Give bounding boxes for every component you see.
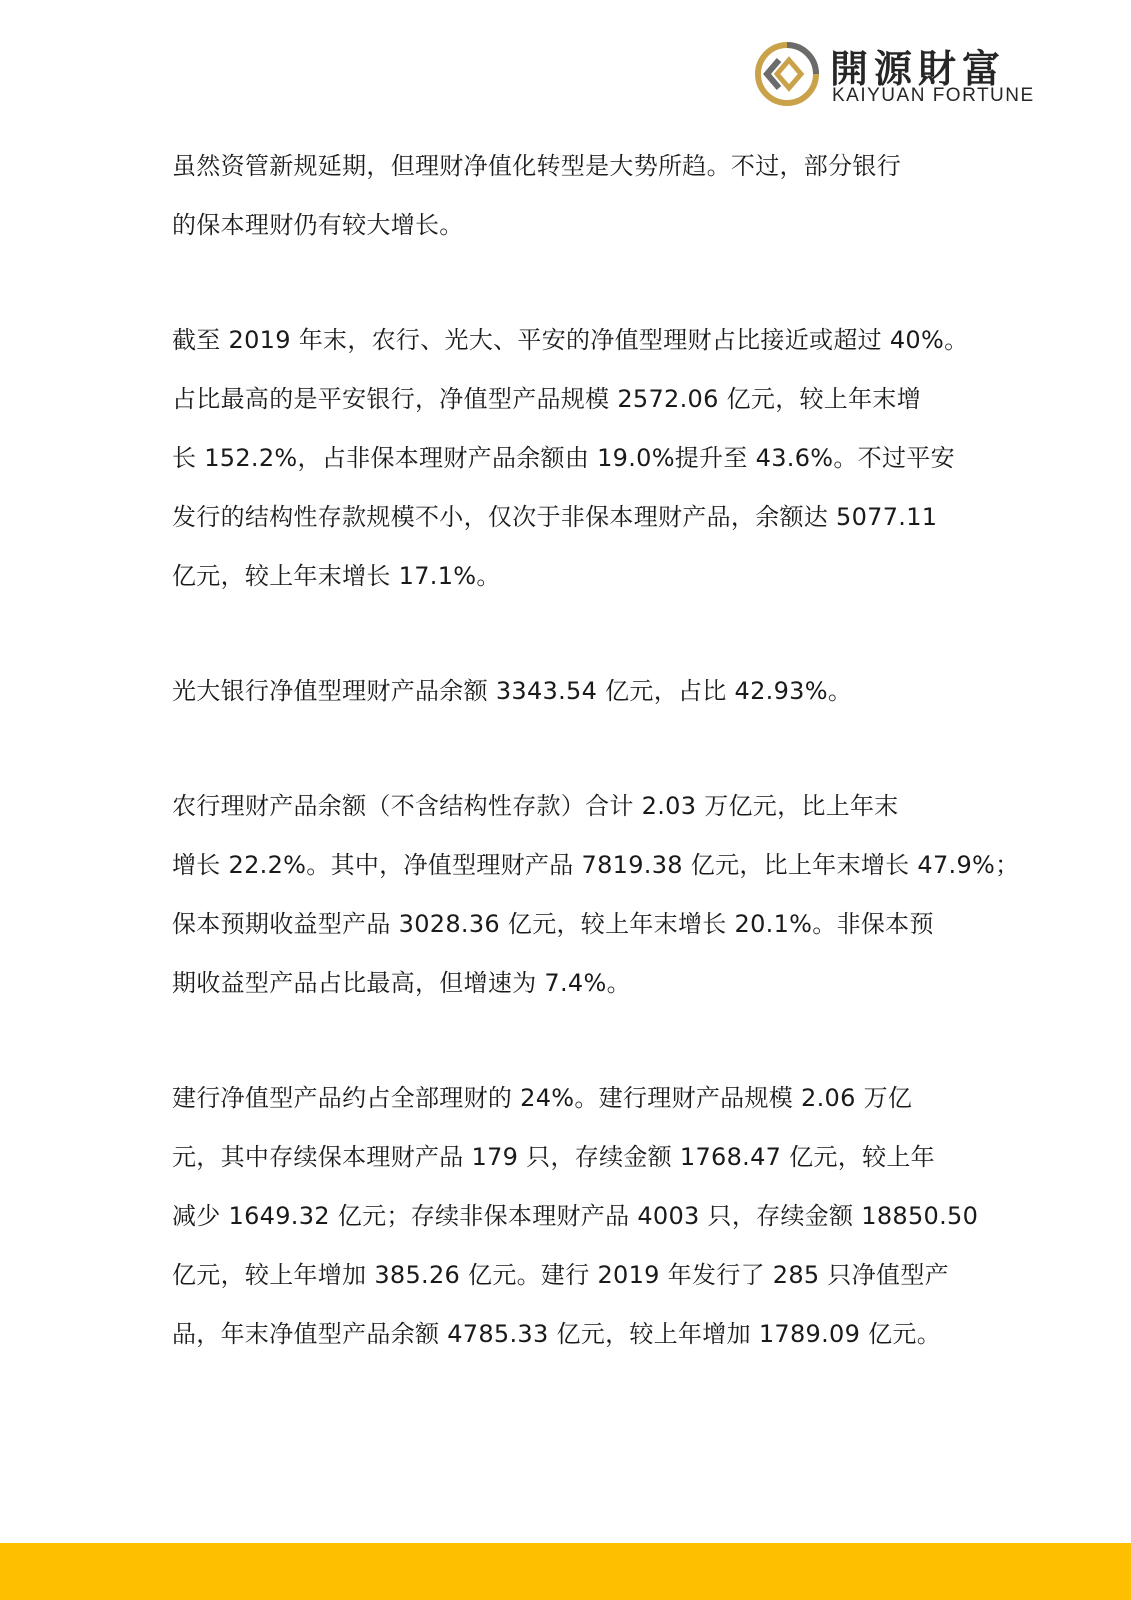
paragraph-abc bbox=[172, 777, 1020, 1013]
footer-color-bar bbox=[0, 1543, 1131, 1600]
text-line: 元，其中存续保本理财产品 179 只，存续金额 1768.47 亿元，较上年 bbox=[172, 1143, 935, 1171]
kaiyuan-logo-icon bbox=[755, 42, 819, 106]
text-line: 建行净值型产品约占全部理财的 24%。建行理财产品规模 2.06 万亿 bbox=[172, 1084, 913, 1112]
text-line: 的保本理财仍有较大增长。 bbox=[172, 211, 464, 239]
text-line: 截至 2019 年末，农行、光大、平安的净值型理财占比接近或超过 40%。 bbox=[172, 326, 969, 354]
text-line: 增长 22.2%。其中，净值型理财产品 7819.38 亿元，比上年末增长 47.9%； bbox=[172, 851, 1020, 879]
paragraph-everbright bbox=[172, 662, 972, 721]
text-line: 亿元，较上年末增长 17.1%。 bbox=[172, 562, 501, 590]
text-line: 农行理财产品余额（不含结构性存款）合计 2.03 万亿元，比上年末 bbox=[172, 792, 899, 820]
paragraph-net-value-ratio bbox=[172, 311, 972, 606]
document-body bbox=[172, 137, 1020, 1420]
text-line: 品，年末净值型产品余额 4785.33 亿元，较上年增加 1789.09 亿元。 bbox=[172, 1320, 942, 1348]
company-logo bbox=[755, 40, 1055, 110]
text-line: 发行的结构性存款规模不小，仅次于非保本理财产品，余额达 5077.11 bbox=[172, 503, 938, 531]
text-line: 光大银行净值型理财产品余额 3343.54 亿元，占比 42.93%。 bbox=[172, 677, 853, 705]
text-line: 占比最高的是平安银行，净值型产品规模 2572.06 亿元，较上年末增 bbox=[172, 385, 922, 413]
logo-english-name: KAIYUAN FORTUNE bbox=[832, 85, 1035, 106]
paragraph-ccb bbox=[172, 1069, 979, 1364]
text-line: 长 152.2%，占非保本理财产品余额由 19.0%提升至 43.6%。不过平安 bbox=[172, 444, 955, 472]
text-line: 减少 1649.32 亿元；存续非保本理财产品 4003 只，存续金额 18850.50 bbox=[172, 1202, 979, 1230]
logo-chinese-name: 開源財富 bbox=[830, 47, 1007, 91]
text-line: 亿元，较上年增加 385.26 亿元。建行 2019 年发行了 285 只净值型产 bbox=[172, 1261, 949, 1289]
text-line: 虽然资管新规延期，但理财净值化转型是大势所趋。不过，部分银行 bbox=[172, 152, 901, 180]
paragraph-intro bbox=[172, 137, 972, 255]
text-line: 期收益型产品占比最高，但增速为 7.4%。 bbox=[172, 969, 631, 997]
text-line: 保本预期收益型产品 3028.36 亿元，较上年末增长 20.1%。非保本预 bbox=[172, 910, 934, 938]
